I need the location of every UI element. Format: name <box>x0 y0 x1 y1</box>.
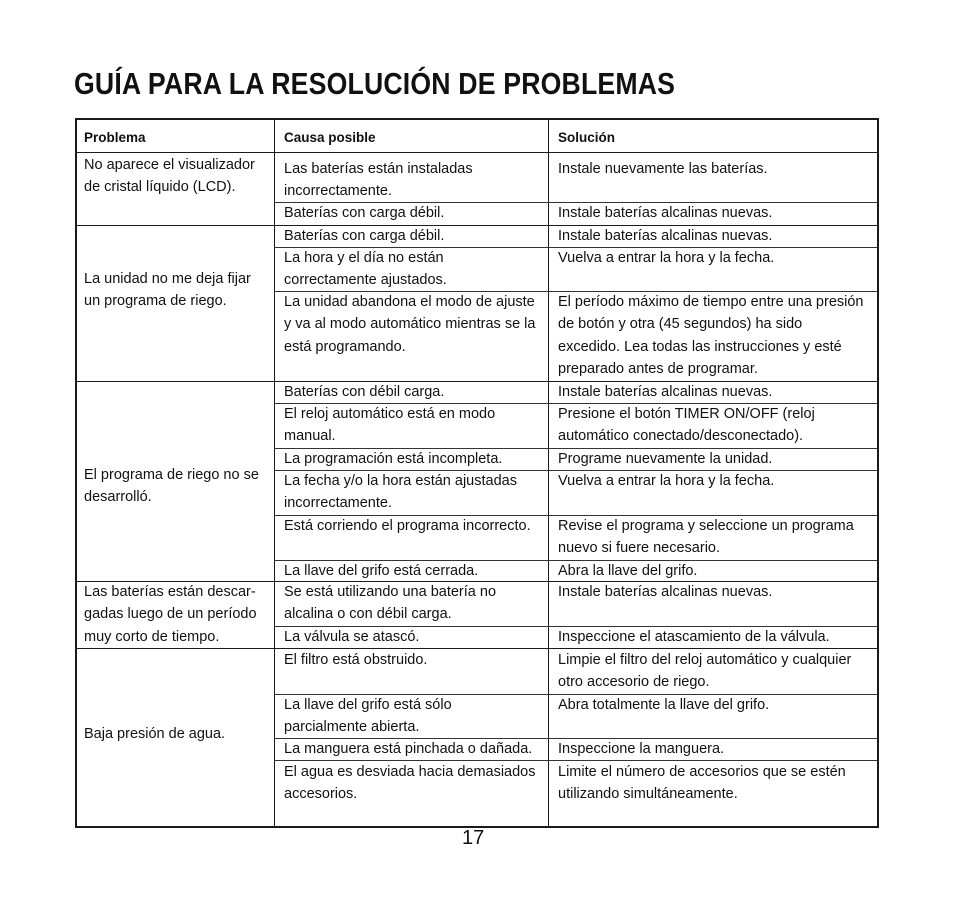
problem-cell: Las baterías están descar- gadas luego de un período muy corto de tiempo. <box>84 584 257 645</box>
solution-cell: Programe nuevamente la unidad. <box>558 451 773 467</box>
cause-cell: La unidad abandona el modo de ajuste y va al modo automático mientras se la está programando. <box>284 294 536 355</box>
cause-cell: La llave del grifo está cerrada. <box>284 563 479 579</box>
solution-cell: Limite el número de accesorios que se estén utilizando simultáneamente. <box>558 764 846 803</box>
cause-cell: Está corriendo el programa incorrecto. <box>284 518 531 534</box>
cause-cell: El agua es desviada hacia demasiados accesorios. <box>284 764 536 803</box>
cause-cell: Las baterías están instaladas incorrectamente. <box>284 161 473 200</box>
solution-cell: Abra la llave del grifo. <box>558 563 698 579</box>
solution-cell: Instale baterías alcalinas nuevas. <box>558 205 773 221</box>
solution-cell: Instale baterías alcalinas nuevas. <box>558 384 773 400</box>
cause-cell: La válvula se atascó. <box>284 629 420 645</box>
solution-cell: Instale baterías alcalinas nuevas. <box>558 228 773 244</box>
solution-cell: Limpie el filtro del reloj automático y cualquier otro accesorio de riego. <box>558 652 852 691</box>
solution-cell: Abra totalmente la llave del grifo. <box>558 697 770 713</box>
header-causa: Causa posible <box>284 130 376 145</box>
cause-cell: La programación está incompleta. <box>284 451 503 467</box>
solution-cell: Revise el programa y seleccione un programa nuevo si fuere necesario. <box>558 518 854 557</box>
cause-cell: Baterías con carga débil. <box>284 228 445 244</box>
solution-cell: Instale baterías alcalinas nuevas. <box>558 584 773 600</box>
solution-cell: Vuelva a entrar la hora y la fecha. <box>558 250 775 266</box>
problem-cell: No aparece el visualizador de cristal líquido (LCD). <box>84 157 255 196</box>
page-title: GUÍA PARA LA RESOLUCIÓN DE PROBLEMAS <box>74 66 676 101</box>
cause-cell: El reloj automático está en modo manual. <box>284 406 496 445</box>
solution-cell: Instale nuevamente las baterías. <box>558 161 768 177</box>
cause-cell: La manguera está pinchada o dañada. <box>284 741 533 757</box>
cause-cell: Baterías con carga débil. <box>284 205 445 221</box>
problem-cell: La unidad no me deja fijar un programa de riego. <box>84 271 251 310</box>
troubleshooting-table <box>75 118 879 828</box>
header-solucion: Solución <box>558 130 615 145</box>
page-number: 17 <box>462 827 485 849</box>
solution-cell: Inspeccione la manguera. <box>558 741 725 757</box>
cause-cell: La llave del grifo está sólo parcialmente abierta. <box>284 697 452 736</box>
header-problema: Problema <box>84 130 146 145</box>
cause-cell: La hora y el día no están correctamente ajustados. <box>284 250 447 289</box>
cause-cell: El filtro está obstruido. <box>284 652 428 668</box>
cause-cell: Se está utilizando una batería no alcalina o con débil carga. <box>284 584 497 623</box>
solution-cell: Presione el botón TIMER ON/OFF (reloj automático conectado/desconectado). <box>558 406 815 445</box>
problem-cell: El programa de riego no se desarrolló. <box>84 467 259 506</box>
problem-cell: Baja presión de agua. <box>84 726 226 742</box>
solution-cell: Vuelva a entrar la hora y la fecha. <box>558 473 775 489</box>
solution-cell: El período máximo de tiempo entre una presión de botón y otra (45 segundos) ha sido excedido. Lea todas las instrucciones y esté preparado antes de programar. <box>558 294 864 377</box>
cause-cell: La fecha y/o la hora están ajustadas incorrectamente. <box>284 473 517 512</box>
header-divider <box>77 152 877 153</box>
solution-cell: Inspeccione el atascamiento de la válvula. <box>558 629 830 645</box>
cause-cell: Baterías con débil carga. <box>284 384 445 400</box>
